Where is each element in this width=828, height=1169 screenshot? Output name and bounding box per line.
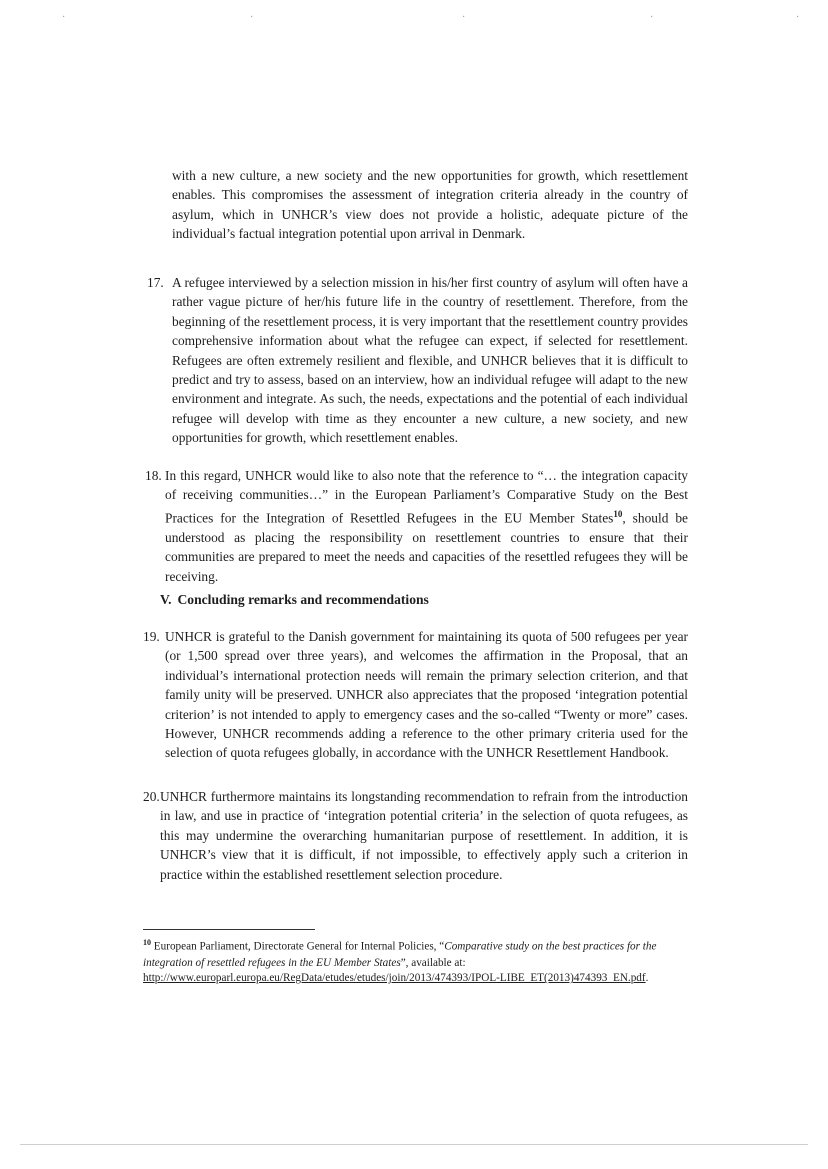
footnote-text: ”, available at: xyxy=(400,956,466,969)
paragraph-19: UNHCR is grateful to the Danish government for maintaining its quota of 500 refugees per year (or 1,500 spread over three years), and welcomes the affirmation in the Proposal, that an individual’s international protection needs will remain the primary selection criterion, and that family unity will be preserved. UNHCR also appreciates that the proposed ‘integration potential criterion’ is not intended to apply to emergency cases and the so-called “Twenty or more” cases. However, UNHCR recommends adding a reference to the other primary criteria used for the selection of quota refugees globally, in accordance with the UNHCR Resettlement Handbook. xyxy=(165,629,688,761)
scan-speck: · xyxy=(796,12,800,23)
footnote-reference[interactable]: 10 xyxy=(613,508,623,519)
scan-speck: · xyxy=(250,12,254,23)
paragraph-number: 19. xyxy=(143,629,160,644)
footnote-title: Comparative study on the best practices for the integration of resettled refugees in the EU Member States xyxy=(143,940,657,969)
paragraph-17: A refugee interviewed by a selection mission in his/her first country of asylum will often have a rather vague picture of her/his future life in the country of resettlement. Therefore, from the beginning of the resettlement process, it is very important that the resettlement country provides comprehensive information about what the refugee can expect, if selected for resettlement. Refugees are often extremely resilient and flexible, and UNHCR believes that it is difficult to predict and try to assess, based on an interview, how an individual refugee will adapt to the new environment and integrate. As such, the needs, expectations and the potential of each individual refugee will develop with time as they encounter a new culture, a new society, and new opportunities for growth, which resettlement enables. xyxy=(172,275,688,446)
section-heading xyxy=(160,592,429,608)
paragraph-number: 20. xyxy=(143,789,160,804)
scan-speck: · xyxy=(650,12,654,23)
paragraph-20: UNHCR furthermore maintains its longstanding recommendation to refrain from the introduction in law, and use in practice of ‘integration potential criteria’ in the selection of quota refugees, as this may undermine the overarching humanitarian purpose of resettlement. In addition, it is UNHCR’s view that it is difficult, if not impossible, to effectively apply such a criterion in practice within the established resettlement selection procedure. xyxy=(160,789,688,882)
paragraph-number: 17. xyxy=(147,275,164,290)
paragraph-18 xyxy=(165,466,688,586)
footnote xyxy=(143,935,688,987)
paragraph-number: 18. xyxy=(145,468,162,483)
footnote-mark: 10 xyxy=(143,938,151,947)
section-number: V. xyxy=(160,592,172,607)
paragraph-continuation: with a new culture, a new society and the new opportunities for growth, which resettlement enables. This compromises the assessment of integration criteria already in the country of asylum, which in UNHCR’s view does not provide a holistic, adequate picture of the individual’s factual integration potential upon arrival in Denmark. xyxy=(172,168,688,242)
scan-edge-line xyxy=(20,1144,808,1145)
section-title: Concluding remarks and recommendations xyxy=(177,592,429,607)
footnote-text: . xyxy=(645,972,649,985)
scan-speck: · xyxy=(462,12,466,23)
paragraph-text: In this regard, UNHCR would like to also note that the reference to “… the integration capacity of receiving communities…” in the European Parliament’s Comparative Study on the Best Practices for the Integration of Resettled Refugees in the EU Member States xyxy=(165,468,688,526)
footnote-separator xyxy=(143,929,315,930)
paragraph-text: , should be understood as placing the responsibility on resettlement countries to ensure that their communities are prepared to meet the needs and capacities of the resettled refugees they will be receiving. xyxy=(165,510,688,584)
footnote-link[interactable]: http://www.europarl.europa.eu/RegData/etudes/etudes/join/2013/474393/IPOL-LIBE_ET(2013)474393_EN.pdf xyxy=(143,972,646,985)
scan-speck: · xyxy=(62,12,66,23)
footnote-text: European Parliament, Directorate General for Internal Policies, “ xyxy=(151,940,445,953)
